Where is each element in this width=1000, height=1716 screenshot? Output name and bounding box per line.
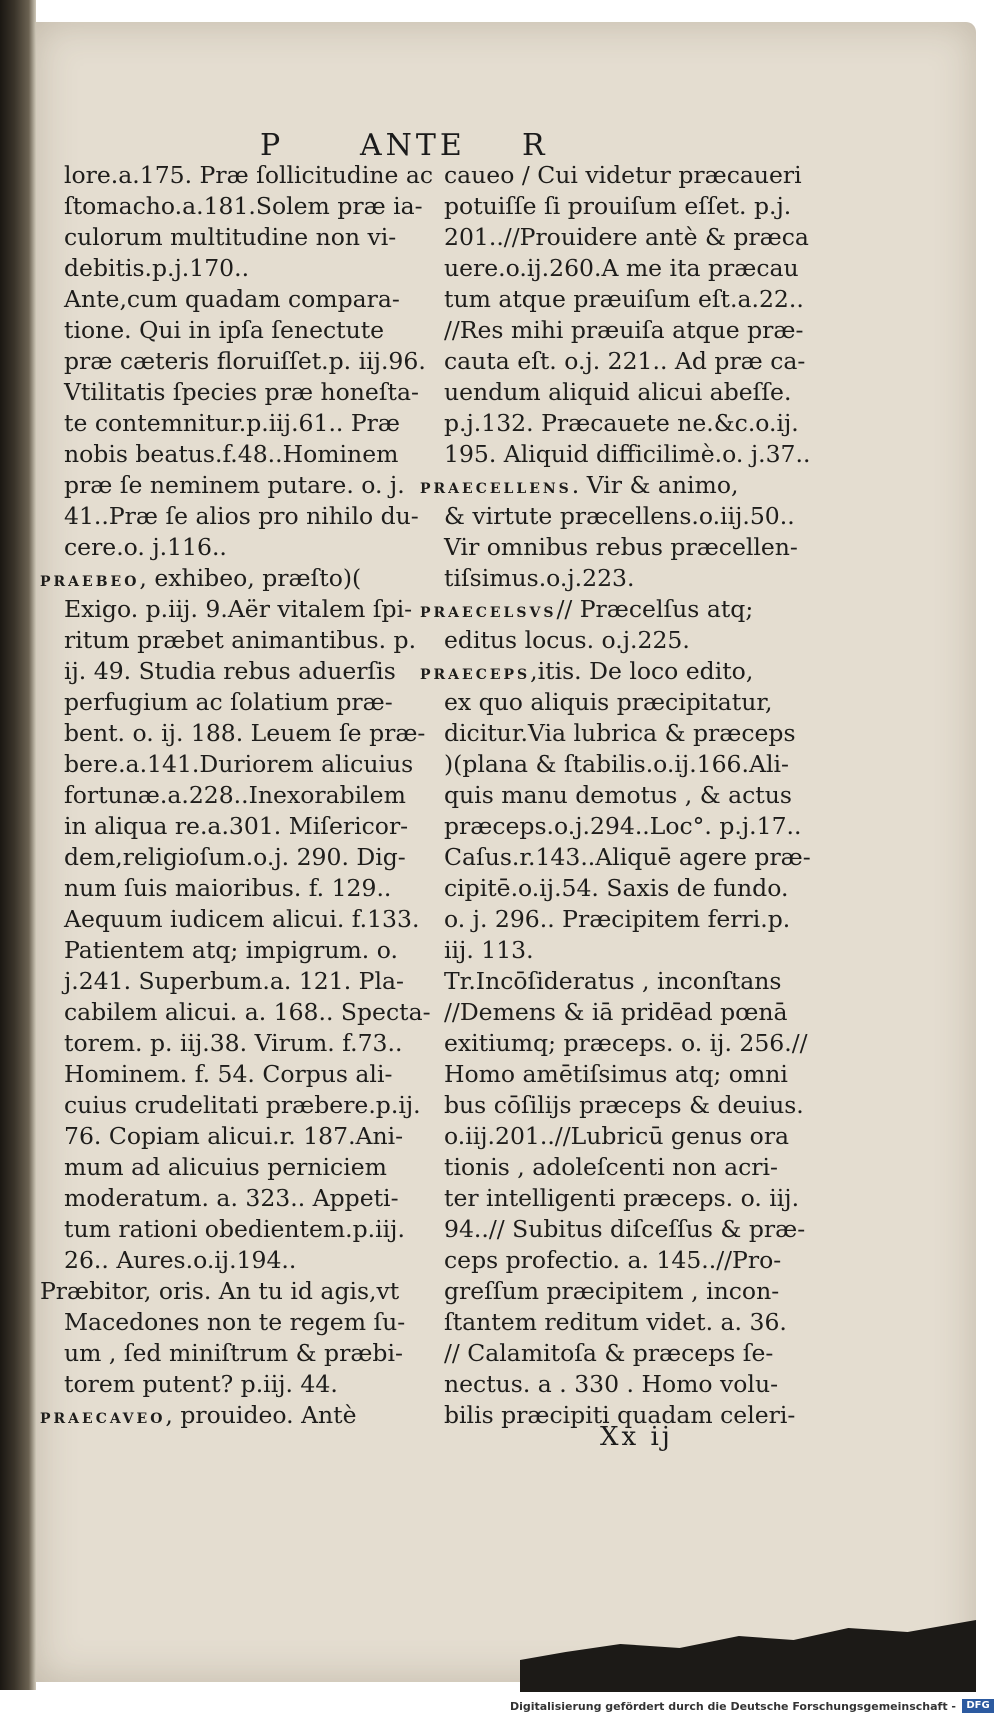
text-line bbox=[420, 253, 810, 284]
text-line bbox=[420, 904, 810, 935]
text-line bbox=[420, 377, 810, 408]
right-column bbox=[420, 160, 810, 1431]
line-text: bere.a.141.Duriorem alicuius bbox=[64, 750, 414, 778]
entry-headword: PRAECEPS bbox=[420, 667, 531, 683]
line-text: bent. o. ij. 188. Leuem ſe præ- bbox=[64, 719, 426, 747]
text-line bbox=[40, 346, 450, 377]
line-text: //Res mihi præuiſa atque præ- bbox=[444, 316, 804, 344]
entry-headword: PRAEBEO bbox=[40, 574, 140, 590]
line-text: præceps.o.j.294..Loc°. p.j.17.. bbox=[444, 812, 802, 840]
line-text: moderatum. a. 323.. Appeti- bbox=[64, 1184, 399, 1212]
line-text: . Vir & animo, bbox=[571, 471, 739, 499]
line-text: greſſum præcipitem , incon- bbox=[444, 1277, 780, 1305]
line-text: exitiumq; præceps. o. ij. 256.// bbox=[444, 1029, 808, 1057]
text-line bbox=[40, 1307, 450, 1338]
line-text: bus cōſilijs præceps & deuius. bbox=[444, 1091, 804, 1119]
line-text: culorum multitudine non vi- bbox=[64, 223, 397, 251]
text-line bbox=[420, 718, 810, 749]
text-line bbox=[40, 687, 450, 718]
line-text: ſtomacho.a.181.Solem præ ia- bbox=[64, 192, 423, 220]
text-line bbox=[420, 1152, 810, 1183]
text-line bbox=[420, 470, 810, 501]
text-line bbox=[40, 842, 450, 873]
text-line bbox=[420, 284, 810, 315]
text-line bbox=[420, 625, 810, 656]
line-text: // Præcelſus atq; bbox=[556, 595, 754, 623]
text-line bbox=[40, 1338, 450, 1369]
line-text: torem putent? p.iij. 44. bbox=[64, 1370, 338, 1398]
text-line bbox=[420, 1245, 810, 1276]
text-line bbox=[40, 966, 450, 997]
text-line bbox=[420, 656, 810, 687]
line-text: debitis.p.j.170.. bbox=[64, 254, 250, 282]
text-line bbox=[40, 656, 450, 687]
text-line bbox=[40, 253, 450, 284]
line-text: præ cæteris floruiſſet.p. iij.96. bbox=[64, 347, 426, 375]
line-text: nobis beatus.f.48..Hominem bbox=[64, 440, 399, 468]
line-text: ſtantem reditum videt. a. 36. bbox=[444, 1308, 787, 1336]
line-text: Exigo. p.iij. 9.Aër vitalem ſpi- bbox=[64, 595, 413, 623]
text-line bbox=[40, 408, 450, 439]
line-text: quis manu demotus , & actus bbox=[444, 781, 792, 809]
line-text: mum ad alicuius perniciem bbox=[64, 1153, 387, 1181]
text-line bbox=[40, 1152, 450, 1183]
digitization-footer bbox=[0, 1698, 1000, 1716]
text-line bbox=[40, 1183, 450, 1214]
text-line bbox=[40, 1400, 450, 1431]
line-text: Caſus.r.143..Aliquē agere præ- bbox=[444, 843, 811, 871]
line-text: ceps profectio. a. 145..//Pro- bbox=[444, 1246, 782, 1274]
line-text: Tr.Incōſideratus , inconſtans bbox=[444, 967, 782, 995]
text-line bbox=[420, 563, 810, 594]
line-text: uere.o.ij.260.A me ita præcau bbox=[444, 254, 799, 282]
left-column bbox=[40, 160, 450, 1431]
line-text: j.241. Superbum.a. 121. Pla- bbox=[64, 967, 404, 995]
text-line bbox=[40, 625, 450, 656]
catchword-signature: Xx ij bbox=[600, 1422, 673, 1452]
line-text: torem. p. iij.38. Virum. f.73.. bbox=[64, 1029, 403, 1057]
line-text: fortunæ.a.228..Inexorabilem bbox=[64, 781, 406, 809]
text-line bbox=[420, 1059, 810, 1090]
line-text: cipitē.o.ij.54. Saxis de fundo. bbox=[444, 874, 789, 902]
entry-headword: PRAECAVEO bbox=[40, 1411, 166, 1427]
text-line bbox=[420, 1090, 810, 1121]
line-text: um , ſed miniſtrum & præbi- bbox=[64, 1339, 403, 1367]
line-text: potuiſſe ſi prouiſum eſſet. p.j. bbox=[444, 192, 792, 220]
book-spine bbox=[0, 0, 36, 1690]
text-line bbox=[40, 1276, 450, 1307]
header-title: ANTE bbox=[360, 128, 466, 163]
line-text: 201..//Prouidere antè & præca bbox=[444, 223, 809, 251]
text-line bbox=[40, 1245, 450, 1276]
line-text: Macedones non te regem ſu- bbox=[64, 1308, 406, 1336]
line-text: nectus. a . 330 . Homo volu- bbox=[444, 1370, 779, 1398]
text-line bbox=[40, 563, 450, 594]
entry-headword: PRAECELSVS bbox=[420, 605, 557, 621]
line-text: dicitur.Via lubrica & præceps bbox=[444, 719, 796, 747]
text-line bbox=[40, 532, 450, 563]
line-text: ex quo aliquis præcipitatur, bbox=[444, 688, 773, 716]
text-line bbox=[40, 1059, 450, 1090]
text-line bbox=[420, 1307, 810, 1338]
line-text: præ ſe neminem putare. o. j. bbox=[64, 471, 405, 499]
text-line bbox=[40, 191, 450, 222]
text-line bbox=[420, 532, 810, 563]
text-line bbox=[420, 160, 810, 191]
text-line bbox=[420, 687, 810, 718]
header-right-letter: R bbox=[522, 128, 549, 163]
text-line bbox=[420, 346, 810, 377]
line-text: 76. Copiam alicui.r. 187.Ani- bbox=[64, 1122, 404, 1150]
line-text: Vtilitatis ſpecies præ honeſta- bbox=[64, 378, 419, 406]
header-left-letter: P bbox=[260, 128, 285, 163]
line-text: tum rationi obedientem.p.iij. bbox=[64, 1215, 405, 1243]
text-line bbox=[40, 780, 450, 811]
line-text: Patientem atq; impigrum. o. bbox=[64, 936, 398, 964]
line-text: Hominem. f. 54. Corpus ali- bbox=[64, 1060, 393, 1088]
text-line bbox=[420, 842, 810, 873]
text-line bbox=[40, 935, 450, 966]
line-text: o. j. 296.. Præcipitem ferri.p. bbox=[444, 905, 791, 933]
line-text: iij. 113. bbox=[444, 936, 534, 964]
line-text: // Calamitoſa & præceps ſe- bbox=[444, 1339, 774, 1367]
line-text: Aequum iudicem alicui. f.133. bbox=[64, 905, 420, 933]
line-text: tione. Qui in ipſa ſenectute bbox=[64, 316, 385, 344]
line-text: Vir omnibus rebus præcellen- bbox=[444, 533, 798, 561]
line-text: o.iij.201..//Lubricū genus ora bbox=[444, 1122, 790, 1150]
line-text: te contemnitur.p.iij.61.. Præ bbox=[64, 409, 400, 437]
line-text: num ſuis maioribus. f. 129.. bbox=[64, 874, 392, 902]
line-text: cauta eſt. o.j. 221.. Ad præ ca- bbox=[444, 347, 806, 375]
line-text: 41..Præ ſe alios pro nihilo du- bbox=[64, 502, 419, 530]
line-text: lore.a.175. Præ ſollicitudine ac bbox=[64, 161, 434, 189]
text-line bbox=[40, 904, 450, 935]
text-line bbox=[40, 749, 450, 780]
line-text: Præbitor, oris. An tu id agis,vt bbox=[40, 1277, 400, 1305]
text-line bbox=[40, 811, 450, 842]
line-text: ij. 49. Studia rebus aduerſis bbox=[64, 657, 396, 685]
text-line bbox=[40, 1369, 450, 1400]
text-line bbox=[40, 470, 450, 501]
text-line bbox=[420, 191, 810, 222]
text-line bbox=[40, 594, 450, 625]
text-line bbox=[420, 1338, 810, 1369]
text-line bbox=[420, 501, 810, 532]
line-text: dem,religioſum.o.j. 290. Dig- bbox=[64, 843, 406, 871]
line-text: )(plana & ſtabilis.o.ij.166.Ali- bbox=[444, 750, 789, 778]
text-line bbox=[40, 1121, 450, 1152]
text-line bbox=[420, 1276, 810, 1307]
text-line bbox=[40, 160, 450, 191]
text-line bbox=[420, 873, 810, 904]
line-text: uendum aliquid alicui abeſſe. bbox=[444, 378, 792, 406]
line-text: perfugium ac ſolatium præ- bbox=[64, 688, 393, 716]
entry-headword: PRAECELLENS bbox=[420, 481, 572, 497]
text-line bbox=[420, 935, 810, 966]
text-line bbox=[420, 997, 810, 1028]
line-text: cabilem alicui. a. 168.. Specta- bbox=[64, 998, 431, 1026]
text-line bbox=[420, 1121, 810, 1152]
line-text: 195. Aliquid difficilimè.o. j.37.. bbox=[444, 440, 811, 468]
text-line bbox=[40, 1214, 450, 1245]
text-line bbox=[420, 439, 810, 470]
text-line bbox=[40, 439, 450, 470]
text-line bbox=[40, 873, 450, 904]
text-line bbox=[420, 966, 810, 997]
text-line bbox=[40, 501, 450, 532]
line-text: , exhibeo, præſto)( bbox=[139, 564, 362, 592]
text-line bbox=[40, 377, 450, 408]
line-text: Ante,cum quadam compara- bbox=[64, 285, 400, 313]
line-text: bilis præcipiti quadam celeri- bbox=[444, 1401, 796, 1429]
text-line bbox=[420, 780, 810, 811]
footer-credit: Digitalisierung gefördert durch die Deutsche Forschungsgemeinschaft - bbox=[509, 1700, 956, 1713]
line-text: in aliqua re.a.301. Miſericor- bbox=[64, 812, 409, 840]
line-text: cere.o. j.116.. bbox=[64, 533, 227, 561]
text-line bbox=[420, 1028, 810, 1059]
line-text: ritum præbet animantibus. p. bbox=[64, 626, 417, 654]
line-text: , prouideo. Antè bbox=[165, 1401, 357, 1429]
text-line bbox=[40, 1028, 450, 1059]
line-text: Homo amētiſsimus atq; omni bbox=[444, 1060, 788, 1088]
line-text: & virtute præcellens.o.iij.50.. bbox=[444, 502, 795, 530]
line-text: tiſsimus.o.j.223. bbox=[444, 564, 635, 592]
text-line bbox=[420, 408, 810, 439]
line-text: caueo / Cui videtur præcaueri bbox=[444, 161, 802, 189]
text-line bbox=[420, 1369, 810, 1400]
text-line bbox=[420, 222, 810, 253]
line-text: ter intelligenti præceps. o. iij. bbox=[444, 1184, 800, 1212]
text-line bbox=[40, 222, 450, 253]
text-line bbox=[420, 749, 810, 780]
line-text: cuius crudelitati præbere.p.ij. bbox=[64, 1091, 421, 1119]
line-text: 26.. Aures.o.ij.194.. bbox=[64, 1246, 297, 1274]
line-text: //Demens & iā pridēad pœnā bbox=[444, 998, 788, 1026]
line-text: ,itis. De loco edito, bbox=[530, 657, 754, 685]
text-line bbox=[40, 997, 450, 1028]
line-text: tum atque præuiſum eſt.a.22.. bbox=[444, 285, 804, 313]
text-line bbox=[420, 594, 810, 625]
text-line bbox=[40, 1090, 450, 1121]
text-line bbox=[40, 284, 450, 315]
text-line bbox=[40, 315, 450, 346]
text-line bbox=[420, 1183, 810, 1214]
text-line bbox=[420, 1214, 810, 1245]
text-line bbox=[420, 315, 810, 346]
text-line bbox=[420, 811, 810, 842]
text-line bbox=[40, 718, 450, 749]
dfg-logo: DFG bbox=[962, 1699, 994, 1713]
line-text: 94..// Subitus diſceſſus & præ- bbox=[444, 1215, 806, 1243]
line-text: tionis , adoleſcenti non acri- bbox=[444, 1153, 778, 1181]
line-text: p.j.132. Præcauete ne.&c.o.ij. bbox=[444, 409, 799, 437]
line-text: editus locus. o.j.225. bbox=[444, 626, 690, 654]
